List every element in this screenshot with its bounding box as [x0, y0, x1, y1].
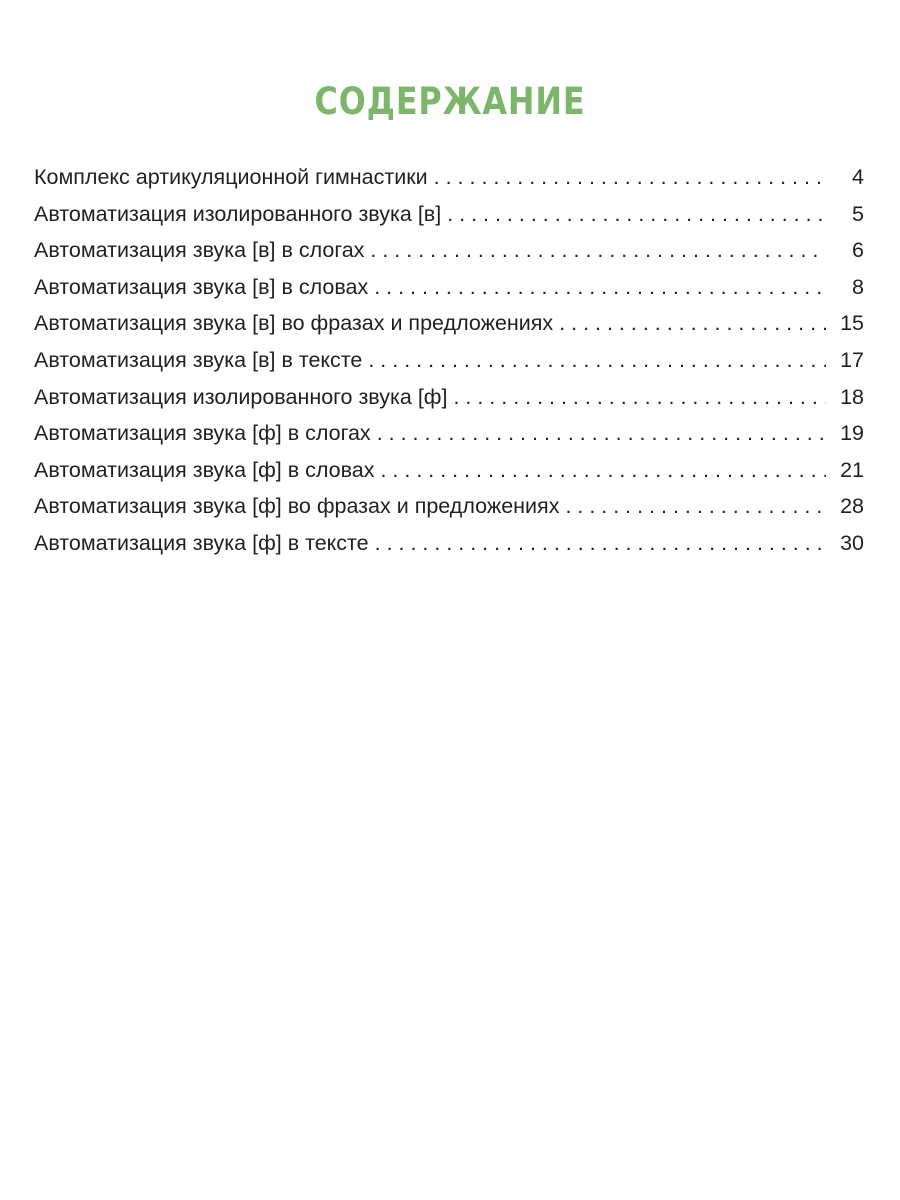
toc-entry-title: Автоматизация звука [ф] в тексте: [34, 530, 369, 555]
toc-entry[interactable]: [34, 159, 864, 196]
toc-page-number: 6: [852, 238, 864, 263]
table-of-contents: [34, 159, 864, 562]
toc-page-number: 8: [852, 274, 864, 299]
dot-leader: [559, 305, 826, 342]
toc-page-number: 4: [852, 165, 864, 189]
toc-entry-title: Автоматизация изолированного звука [ф]: [34, 384, 448, 409]
toc-entry-title: Комплекс артикуляционной гимнастики: [34, 165, 428, 189]
dot-leader: [374, 269, 826, 306]
toc-entry-title: Автоматизация звука [ф] в словах: [34, 457, 375, 482]
page-title: СОДЕРЖАНИЕ: [314, 80, 586, 123]
dot-leader: [565, 488, 826, 525]
toc-entry[interactable]: [34, 415, 864, 452]
toc-entry[interactable]: [34, 232, 864, 269]
dot-leader: [375, 525, 826, 562]
dot-leader: [370, 232, 826, 269]
toc-page-number: 30: [840, 530, 864, 555]
toc-entry[interactable]: [34, 452, 864, 489]
toc-entry[interactable]: [34, 488, 864, 525]
toc-page-number: 28: [840, 494, 864, 519]
toc-entry-title: Автоматизация звука [в] в тексте: [34, 347, 363, 372]
toc-page-number: 19: [840, 421, 864, 446]
toc-entry-title: Автоматизация звука [в] в слогах: [34, 238, 365, 263]
toc-page-number: 21: [840, 457, 864, 482]
dot-leader: [368, 342, 826, 379]
dot-leader: [377, 415, 826, 452]
toc-entry[interactable]: [34, 196, 864, 233]
toc-page-number: 5: [852, 201, 864, 226]
toc-page-number: 17: [840, 347, 864, 372]
toc-entry-title: Автоматизация звука [ф] во фразах и предложениях: [34, 494, 560, 519]
toc-page-number: 15: [840, 311, 864, 336]
toc-entry[interactable]: [34, 379, 864, 416]
dot-leader: [380, 452, 826, 489]
toc-entry-title: Автоматизация звука [в] в словах: [34, 274, 369, 299]
toc-entry-title: Автоматизация звука [ф] в слогах: [34, 421, 371, 446]
toc-entry-title: Автоматизация изолированного звука [в]: [34, 201, 442, 226]
dot-leader: [447, 196, 826, 233]
toc-entry[interactable]: [34, 269, 864, 306]
dot-leader: [434, 159, 826, 196]
toc-entry[interactable]: [34, 305, 864, 342]
toc-page-number: 18: [840, 384, 864, 409]
toc-entry[interactable]: [34, 525, 864, 562]
dot-leader: [453, 379, 826, 416]
toc-entry[interactable]: [34, 342, 864, 379]
toc-entry-title: Автоматизация звука [в] во фразах и предложениях: [34, 311, 554, 336]
